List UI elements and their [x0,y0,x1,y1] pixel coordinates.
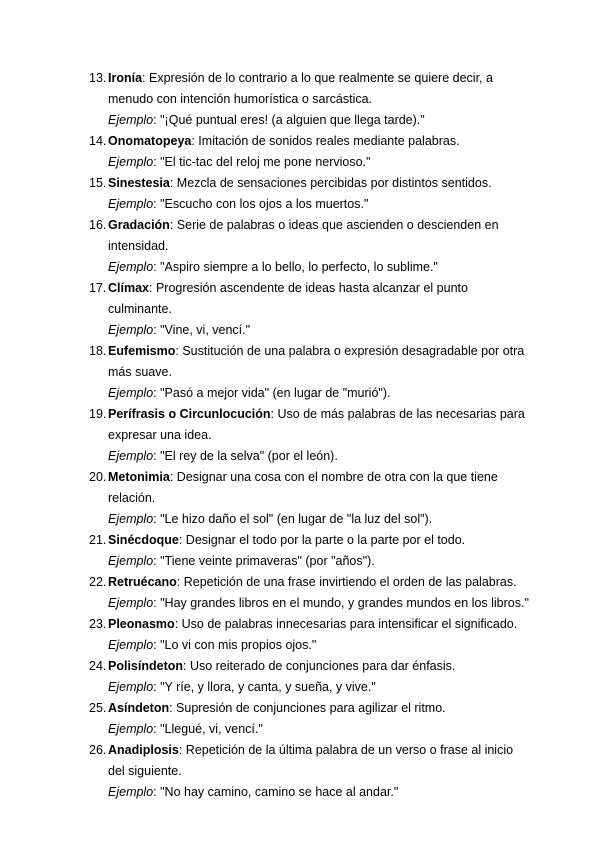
example-text: : "El rey de la selva" (por el león). [153,449,338,463]
item-definition-text: : Designar el todo por la parte o la parte por el todo. [178,533,466,547]
item-number: 13. [89,71,107,85]
item-number: 17. [89,281,107,295]
item-definition-text: : Uso reiterado de conjunciones para dar énfasis. [183,659,456,673]
example-text: : "Pasó a mejor vida" (en lugar de "murió"). [153,386,391,400]
example-text: : "Aspiro siempre a lo bello, lo perfecto, lo sublime." [153,260,438,274]
item-term: Anadiplosis [108,743,179,757]
item-definition-text: : Expresión de lo contrario a lo que realmente se quiere decir, a menudo con intención humorística o sarcástica. [108,71,493,106]
item-definition-text: : Serie de palabras o ideas que ascienden o descienden en intensidad. [108,218,499,253]
example-label: Ejemplo [108,260,154,274]
item-example [108,257,530,278]
item-definition [108,698,530,719]
item-term: Retruécano [108,575,177,589]
item-definition-text: : Designar una cosa con el nombre de otra con la que tiene relación. [108,470,498,505]
item-term: Sinécdoque [108,533,179,547]
item-definition-text: : Imitación de sonidos reales mediante palabras. [191,134,460,148]
example-label: Ejemplo [108,596,154,610]
item-example [108,509,530,530]
list-item [0,698,600,740]
item-definition [108,614,530,635]
item-definition [108,530,530,551]
example-label: Ejemplo [108,785,154,799]
example-text: : "¡Qué puntual eres! (a alguien que llega tarde)." [153,113,425,127]
item-definition [108,341,530,383]
item-term: Clímax [108,281,149,295]
item-term: Polisíndeton [108,659,183,673]
item-definition-text: : Sustitución de una palabra o expresión desagradable por otra más suave. [108,344,525,379]
example-text: : "Vine, vi, vencí." [153,323,251,337]
list-item [0,341,600,404]
example-label: Ejemplo [108,449,154,463]
item-example [108,320,530,341]
item-definition-text: : Mezcla de sensaciones percibidas por distintos sentidos. [169,176,492,190]
item-term: Metonimia [108,470,170,484]
item-definition-text: : Uso de palabras innecesarias para intensificar el significado. [174,617,518,631]
item-example [108,782,530,803]
list-item [0,215,600,278]
item-number: 21. [89,533,107,547]
item-definition [108,215,530,257]
item-example [108,152,530,173]
item-example [108,446,530,467]
item-definition [108,572,530,593]
list-item [0,467,600,530]
item-number: 26. [89,743,107,757]
item-number: 20. [89,470,107,484]
item-definition-text: : Repetición de una frase invirtiendo el orden de las palabras. [176,575,517,589]
item-number: 18. [89,344,107,358]
item-definition-text: : Repetición de la última palabra de un verso o frase al inicio del siguiente. [108,743,514,778]
list-item [0,572,600,614]
example-text: : "Le hizo daño el sol" (en lugar de "la luz del sol"). [153,512,433,526]
item-definition [108,656,530,677]
list-item [0,656,600,698]
item-definition-text: : Progresión ascendente de ideas hasta alcanzar el punto culminante. [108,281,468,316]
item-example [108,719,530,740]
example-text: : "No hay camino, camino se hace al andar." [153,785,399,799]
item-term: Sinestesia [108,176,170,190]
item-definition [108,467,530,509]
example-text: : "Escucho con los ojos a los muertos." [153,197,369,211]
item-definition [108,278,530,320]
list-item [0,614,600,656]
example-text: : "Tiene veinte primaveras" (por "años"). [153,554,375,568]
item-definition [108,740,530,782]
item-example [108,194,530,215]
item-definition-text: : Supresión de conjunciones para agilizar el ritmo. [169,701,446,715]
item-definition [108,173,530,194]
item-example [108,383,530,404]
item-term: Ironía [108,71,143,85]
example-label: Ejemplo [108,197,154,211]
list-item [0,68,600,131]
item-example [108,110,530,131]
list-item [0,278,600,341]
list-item [0,530,600,572]
example-label: Ejemplo [108,113,154,127]
item-example [108,593,530,614]
example-text: : "Hay grandes libros en el mundo, y grandes mundos en los libros." [153,596,529,610]
example-label: Ejemplo [108,554,154,568]
item-number: 19. [89,407,107,421]
example-text: : "Y ríe, y llora, y canta, y sueña, y vive." [153,680,376,694]
item-definition-text: : Uso de más palabras de las necesarias para expresar una idea. [108,407,525,442]
list-item [0,173,600,215]
example-text: : "Lo vi con mis propios ojos." [153,638,317,652]
example-label: Ejemplo [108,722,154,736]
item-term: Perífrasis o Circunlocución [108,407,271,421]
item-term: Asíndeton [108,701,170,715]
example-label: Ejemplo [108,512,154,526]
example-label: Ejemplo [108,386,154,400]
item-example [108,677,530,698]
item-definition [108,68,530,110]
example-label: Ejemplo [108,155,154,169]
item-example [108,635,530,656]
list-item [0,404,600,467]
item-number: 14. [89,134,107,148]
item-number: 23. [89,617,107,631]
item-number: 15. [89,176,107,190]
example-label: Ejemplo [108,680,154,694]
item-term: Eufemismo [108,344,176,358]
figures-list [0,68,600,803]
example-label: Ejemplo [108,323,154,337]
item-number: 24. [89,659,107,673]
list-item [0,131,600,173]
example-label: Ejemplo [108,638,154,652]
item-term: Pleonasmo [108,617,175,631]
list-item [0,740,600,803]
item-term: Onomatopeya [108,134,192,148]
item-term: Gradación [108,218,170,232]
item-number: 25. [89,701,107,715]
item-number: 22. [89,575,107,589]
example-text: : "El tic-tac del reloj me pone nervioso." [153,155,371,169]
item-number: 16. [89,218,107,232]
item-definition [108,404,530,446]
item-definition [108,131,530,152]
item-example [108,551,530,572]
example-text: : "Llegué, vi, vencí." [153,722,263,736]
